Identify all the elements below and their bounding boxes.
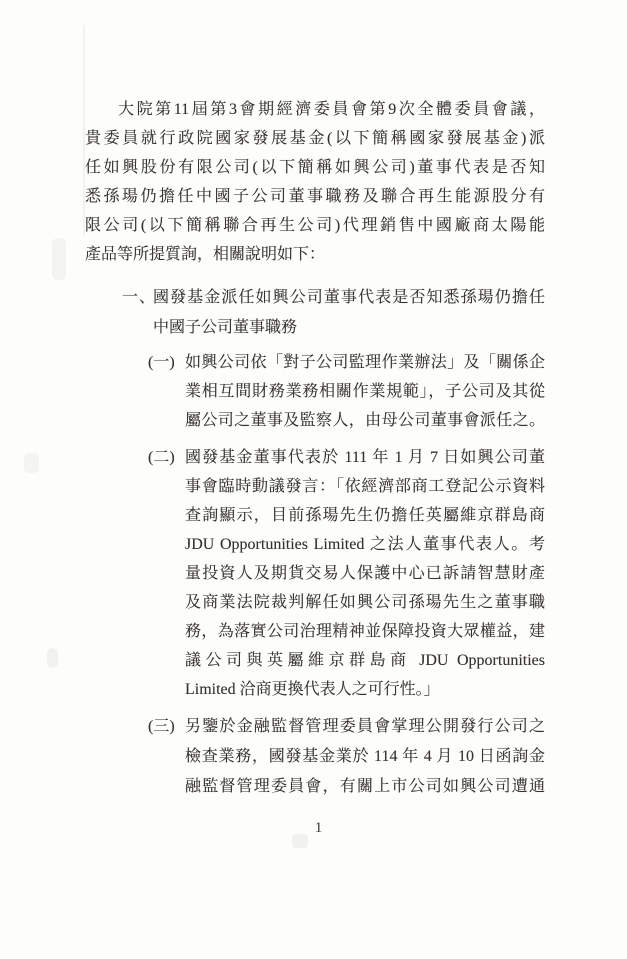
- scan-smudge-artifact: [52, 238, 66, 280]
- subitem-3-line: 融監督管理委員會，有關上市公司如興公司遭通: [185, 778, 545, 795]
- section-one: [122, 283, 627, 343]
- intro-line: 任如興股份有限公司(以下簡稱如興公司)董事代表是否知: [85, 159, 545, 176]
- subitem-2-line: 務，為落實公司治理精神並保障投資大眾權益，建: [185, 623, 545, 640]
- subitem-2-line: 事會臨時動議發言：「依經濟部商工登記公示資料: [185, 478, 545, 495]
- subitem-2-line: 及商業法院裁判解任如興公司孫瑒先生之董事職: [185, 594, 545, 611]
- scan-smudge-artifact: [24, 453, 39, 473]
- subitem-2: [148, 443, 627, 704]
- intro-line: 貴委員就行政院國家發展基金(以下簡稱國家發展基金)派: [85, 130, 545, 147]
- section-one-marker: 一、: [122, 289, 157, 306]
- page-number: 1: [314, 820, 323, 836]
- intro-paragraph: [85, 95, 545, 269]
- subitem-3-line: 另鑒於金融監督管理委員會掌理公開發行公司之: [185, 718, 545, 735]
- subitem-3-line: 檢查業務，國發基金業於 114 年 4 月 10 日函詢金: [185, 748, 545, 765]
- subitem-3-marker: (三): [148, 718, 175, 735]
- subitem-2-line: JDU Opportunities Limited 之法人董事代表人。考: [185, 536, 545, 553]
- subitem-1-line: 業相互間財務業務相關作業規範」，子公司及其從: [185, 383, 545, 400]
- subitem-1: [148, 348, 627, 435]
- subitem-2-line: Limited 洽商更換代表人之可行性。」: [185, 681, 440, 698]
- intro-line: 大院第11屆第3會期經濟委員會第9次全體委員會議，: [118, 101, 545, 118]
- subitem-1-line: 屬公司之董事及監察人，由母公司董事會派任之。: [185, 412, 545, 429]
- intro-line: 悉孫瑒仍擔任中國子公司董事職務及聯合再生能源股分有: [85, 188, 545, 205]
- intro-line: 限公司(以下簡稱聯合再生公司)代理銷售中國廠商太陽能: [85, 217, 545, 234]
- subitem-2-line: 查詢顯示，目前孫瑒先生仍擔任英屬維京群島商: [185, 507, 545, 524]
- scan-smudge-artifact: [47, 648, 58, 668]
- subitem-2-line: 議公司與英屬維京群島商 JDU Opportunities: [185, 652, 545, 669]
- intro-line: 產品等所提質詢，相關說明如下：: [85, 246, 326, 263]
- subitem-1-line: 如興公司依「對子公司監理作業辦法」及「關係企: [185, 354, 545, 371]
- section-title-line: 中國子公司董事職務: [153, 319, 298, 336]
- subitem-2-line: 國發基金董事代表於 111 年 1 月 7 日如興公司董: [185, 449, 545, 466]
- section-title-line: 國發基金派任如興公司董事代表是否知悉孫瑒仍擔任: [153, 289, 545, 306]
- subitem-2-marker: (二): [148, 449, 175, 466]
- subitem-1-marker: (一): [148, 354, 175, 371]
- subitem-2-line: 量投資人及期貨交易人保護中心已訴請智慧財產: [185, 565, 545, 582]
- subitem-3: [148, 712, 627, 802]
